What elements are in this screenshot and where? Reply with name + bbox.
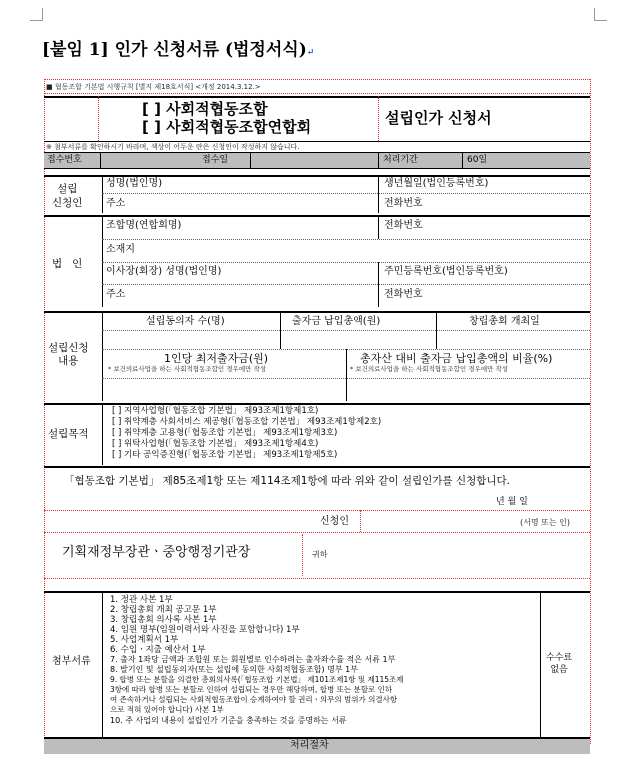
option-social-coop[interactable]: [ ] 사회적협동조합 <box>142 100 268 118</box>
recipient-name: 기획재정부장관ㆍ중앙행정기관장 <box>62 545 251 560</box>
purpose-item[interactable]: [ ] 취약계층 사회서비스 제공형(「협동조합 기본법」 제93조제1항제2호) <box>112 417 382 427</box>
purpose-item[interactable]: [ ] 위탁사업형(「협동조합 기본법」 제93조제1항제4호) <box>112 439 319 449</box>
attachment-item: 으로 적혀 있어야 합니다) 사본 1부 <box>110 705 224 714</box>
min-capital-label: 1인당 최저출자금(원) <box>164 352 269 365</box>
processing-period: 처리기간 <box>383 155 418 165</box>
min-capital-note: * 보건의료사업을 하는 사회적협동조합인 경우에만 작성 <box>108 365 266 373</box>
statement-text: 「협동조합 기본법」 제85조제1항 또는 제114조제1항에 따라 위와 같이 설립인가를 신청합니다. <box>64 475 510 487</box>
attachment-item: 7. 출자 1좌당 금액과 조합원 또는 회원별로 인수하려는 출자좌수를 적은 서류 1부 <box>110 655 396 664</box>
union-name-field[interactable]: 조합명(연합회명) <box>106 220 182 231</box>
receipt-date: 접수일 <box>202 155 229 165</box>
ratio-note: * 보건의료사업을 하는 사회적협동조합인 경우에만 작성 <box>350 365 508 373</box>
director-name-field[interactable]: 이사장(회장) 성명(법인명) <box>106 266 222 277</box>
director-phone-field[interactable]: 전화번호 <box>384 289 423 300</box>
attachment-item: 5. 사업계획서 1부 <box>110 635 179 645</box>
attachment-item: 6. 수입ㆍ지출 예산서 1부 <box>110 645 206 655</box>
attachment-item: 3항에 따라 합병 또는 분할로 인하여 설립되는 경우만 해당하며, 합병 또는 분할로 인하 <box>110 685 393 694</box>
attachment-item: 3. 창립총회 의사록 사본 1부 <box>110 615 217 625</box>
applicant-phone-field[interactable]: 전화번호 <box>384 198 423 209</box>
receipt-number: 접수번호 <box>47 155 82 165</box>
date-line[interactable]: 년 월 일 <box>496 497 528 507</box>
document-title: [붙임 1] 인가 신청서류 (법정서식)↵ <box>42 40 315 60</box>
recipient-suffix: 귀하 <box>312 550 328 559</box>
fee-label: 수수료 없음 <box>546 653 573 675</box>
applicant-birth-field[interactable]: 생년월일(법인등록번호) <box>384 178 489 189</box>
attachments-label: 첨부서류 <box>52 656 91 667</box>
processing-period-value: 60일 <box>467 155 488 165</box>
attachment-item: 1. 정관 사본 1부 <box>110 595 173 605</box>
notice-text: ※ 첨부서류를 확인하시기 바라며, 색상이 어두운 란은 신청인이 작성하지 않습니다. <box>46 143 300 151</box>
purpose-item[interactable]: [ ] 취약계층 고용형(「협동조합 기본법」 제93조제1항제3호) <box>112 428 338 438</box>
meeting-date-label: 창립총회 개최일 <box>469 316 540 327</box>
option-social-coop-federation[interactable]: [ ] 사회적협동조합연합회 <box>142 118 312 136</box>
purpose-item[interactable]: [ ] 기타 공익증진형(「협동조합 기본법」 제93조제1항제5호) <box>112 450 338 460</box>
procedure-title: 처리절차 <box>290 740 329 751</box>
attachment-item: 2. 창립총회 개최 공고문 1부 <box>110 605 217 615</box>
attachment-item: 여 존속하거나 설립되는 사회적협동조합이 승계하여야 할 권리ㆍ의무의 범위가 의결사항 <box>110 695 398 704</box>
sign-note[interactable]: (서명 또는 인) <box>520 518 570 527</box>
attachment-item: 9. 합병 또는 분할을 의결한 총회의사록(「협동조합 기본법」 제101조제1항 및 제115조제 <box>110 675 404 684</box>
applicant-name-field[interactable]: 성명(법인명) <box>106 178 163 189</box>
corporation-label: 법 인 <box>52 258 83 270</box>
page-corner-mark <box>30 8 43 21</box>
purpose-item[interactable]: [ ] 지역사업형(「협동조합 기본법」 제93조제1항제1호) <box>112 406 319 416</box>
attachment-item: 8. 발기인 및 설립동의자(또는 설립에 동의한 사회적협동조합) 명부 1부 <box>110 665 358 674</box>
applicant-sign-label: 신청인 <box>320 516 349 527</box>
applicant-label: 설립 신청인 <box>52 183 83 209</box>
form-reference: ■ 협동조합 기본법 시행규칙 [별지 제18호서식] <개정 2014.3.12.> <box>46 83 261 91</box>
applicant-address-field[interactable]: 주소 <box>106 198 126 209</box>
ratio-label: 총자산 대비 출자금 납입총액의 비율(%) <box>360 352 553 365</box>
capital-total-label: 출자금 납입총액(원) <box>292 316 381 327</box>
content-label: 설립신청 내용 <box>48 342 89 367</box>
corporation-phone-field[interactable]: 전화번호 <box>384 220 423 231</box>
page-corner-mark <box>594 8 607 21</box>
director-resident-no-field[interactable]: 주민등록번호(법인등록번호) <box>384 266 508 277</box>
attachment-item: 10. 주 사업의 내용이 설립인가 기준을 충족하는 것을 증명하는 서류 <box>110 716 347 725</box>
purpose-label: 설립목적 <box>48 428 89 440</box>
corporation-location-field[interactable]: 소재지 <box>106 244 135 255</box>
founders-count-label: 설립동의자 수(명) <box>146 316 225 327</box>
director-address-field[interactable]: 주소 <box>106 289 126 300</box>
attachment-item: 4. 임원 명부(임원이력서와 사진을 포함합니다) 1부 <box>110 625 300 635</box>
form-name: 설립인가 신청서 <box>385 109 492 127</box>
